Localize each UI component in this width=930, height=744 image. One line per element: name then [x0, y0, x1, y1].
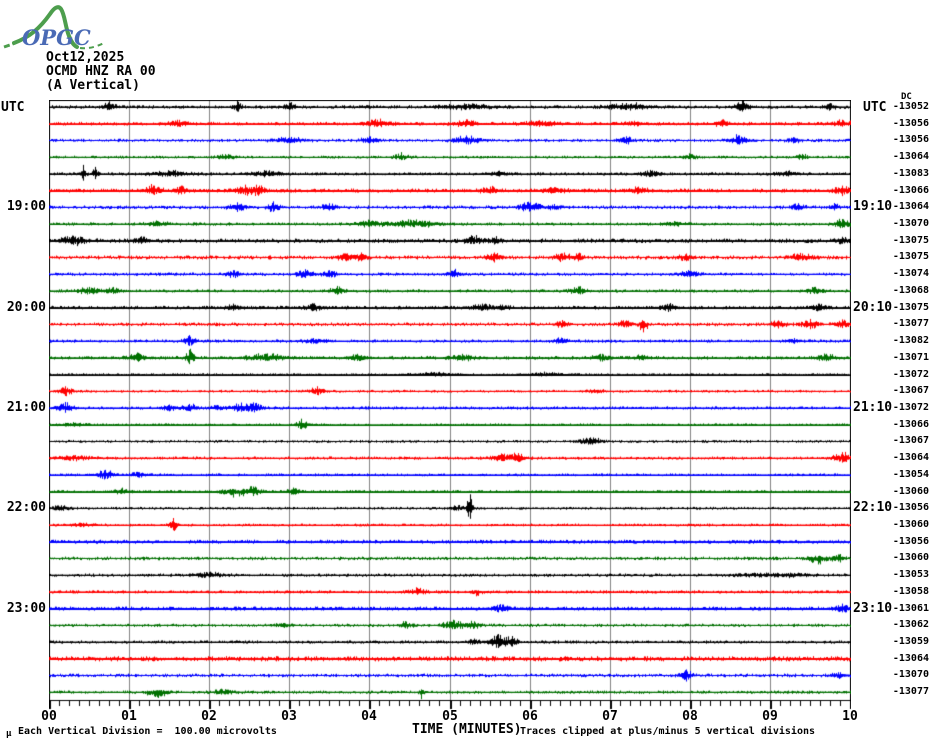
x-tick-label: 04	[361, 709, 377, 724]
component-label: (A Vertical)	[46, 78, 140, 93]
x-tick-label: 09	[762, 709, 778, 724]
station-label: OCMD HNZ RA 00	[46, 64, 156, 79]
dc-value: -13064	[892, 652, 929, 664]
dc-value: -13067	[892, 385, 929, 397]
utc-right-header: UTC	[863, 100, 887, 115]
dc-value: -13072	[892, 401, 929, 413]
logo-curve-left-dash	[4, 44, 13, 47]
dc-value: -13077	[892, 686, 929, 698]
x-tick-label: 08	[682, 709, 698, 724]
dc-value: -13075	[892, 251, 929, 263]
dc-value: -13064	[892, 201, 929, 213]
dc-value: -13061	[892, 602, 929, 614]
x-tick-label: 07	[602, 709, 618, 724]
x-tick-label: 05	[442, 709, 458, 724]
dc-value: -13074	[892, 268, 929, 280]
dc-value: -13056	[892, 535, 929, 547]
x-tick-label: 02	[201, 709, 217, 724]
dc-value: -13066	[892, 184, 929, 196]
hour-label-right: 19:10	[853, 199, 893, 215]
dc-value: -13075	[892, 234, 929, 246]
dc-value: -13064	[892, 151, 929, 163]
dc-value: -13070	[892, 669, 929, 681]
dc-value: -13070	[892, 218, 929, 230]
hour-label-left: 20:00	[6, 299, 46, 315]
hour-label-left: 23:00	[6, 600, 46, 616]
dc-value: -13064	[892, 452, 929, 464]
hour-label-right: 23:10	[853, 600, 893, 616]
dc-value: -13077	[892, 318, 929, 330]
hour-label-right: 20:10	[853, 299, 893, 315]
opgc-logo	[2, 2, 114, 52]
dc-value: -13056	[892, 134, 929, 146]
dc-value: -13060	[892, 519, 929, 530]
dc-value: -13067	[892, 435, 929, 447]
micro-symbol: μ	[6, 729, 12, 739]
date-label: Oct12,2025	[46, 50, 125, 65]
dc-value: -13062	[892, 619, 929, 631]
x-axis-title: TIME (MINUTES)	[412, 722, 522, 737]
dc-value: -13068	[892, 284, 929, 296]
hour-label-left: 22:00	[6, 500, 46, 516]
dc-value: -13056	[892, 502, 929, 514]
dc-value: -13071	[892, 351, 929, 363]
dc-value: -13053	[892, 569, 929, 581]
x-tick-label: 03	[281, 709, 297, 724]
dc-value: -13054	[892, 468, 929, 480]
dc-value: -13083	[892, 167, 929, 179]
dc-value: -13066	[892, 418, 929, 430]
x-tick-label: 06	[522, 709, 538, 724]
logo-text: OPGC	[22, 25, 91, 50]
dc-value: -13052	[892, 101, 929, 112]
x-tick-label: 01	[121, 709, 137, 724]
hour-label-right: 22:10	[853, 500, 893, 516]
clipping-note: Traces clipped at plus/minus 5 vertical divisions	[520, 726, 816, 737]
utc-left-header: UTC	[1, 100, 25, 115]
dc-value: -13072	[892, 368, 929, 380]
dc-value: -13058	[892, 585, 929, 597]
dc-value: -13059	[892, 636, 929, 648]
dc-value: -13056	[892, 117, 929, 129]
hour-label-right: 21:10	[853, 399, 893, 415]
dc-value: -13060	[892, 552, 929, 564]
dc-value: -13082	[892, 335, 929, 347]
seismogram-canvas	[49, 100, 851, 712]
dc-value: -13060	[892, 485, 929, 497]
vertical-division-note: Each Vertical Division = 100.00 microvolts	[18, 726, 277, 737]
dc-value: -13075	[892, 301, 929, 313]
hour-label-left: 21:00	[6, 399, 46, 415]
x-tick-label: 00	[41, 709, 57, 724]
dc-column-header: DC	[901, 92, 912, 102]
x-tick-label: 10	[842, 709, 858, 724]
hour-label-left: 19:00	[6, 199, 46, 215]
